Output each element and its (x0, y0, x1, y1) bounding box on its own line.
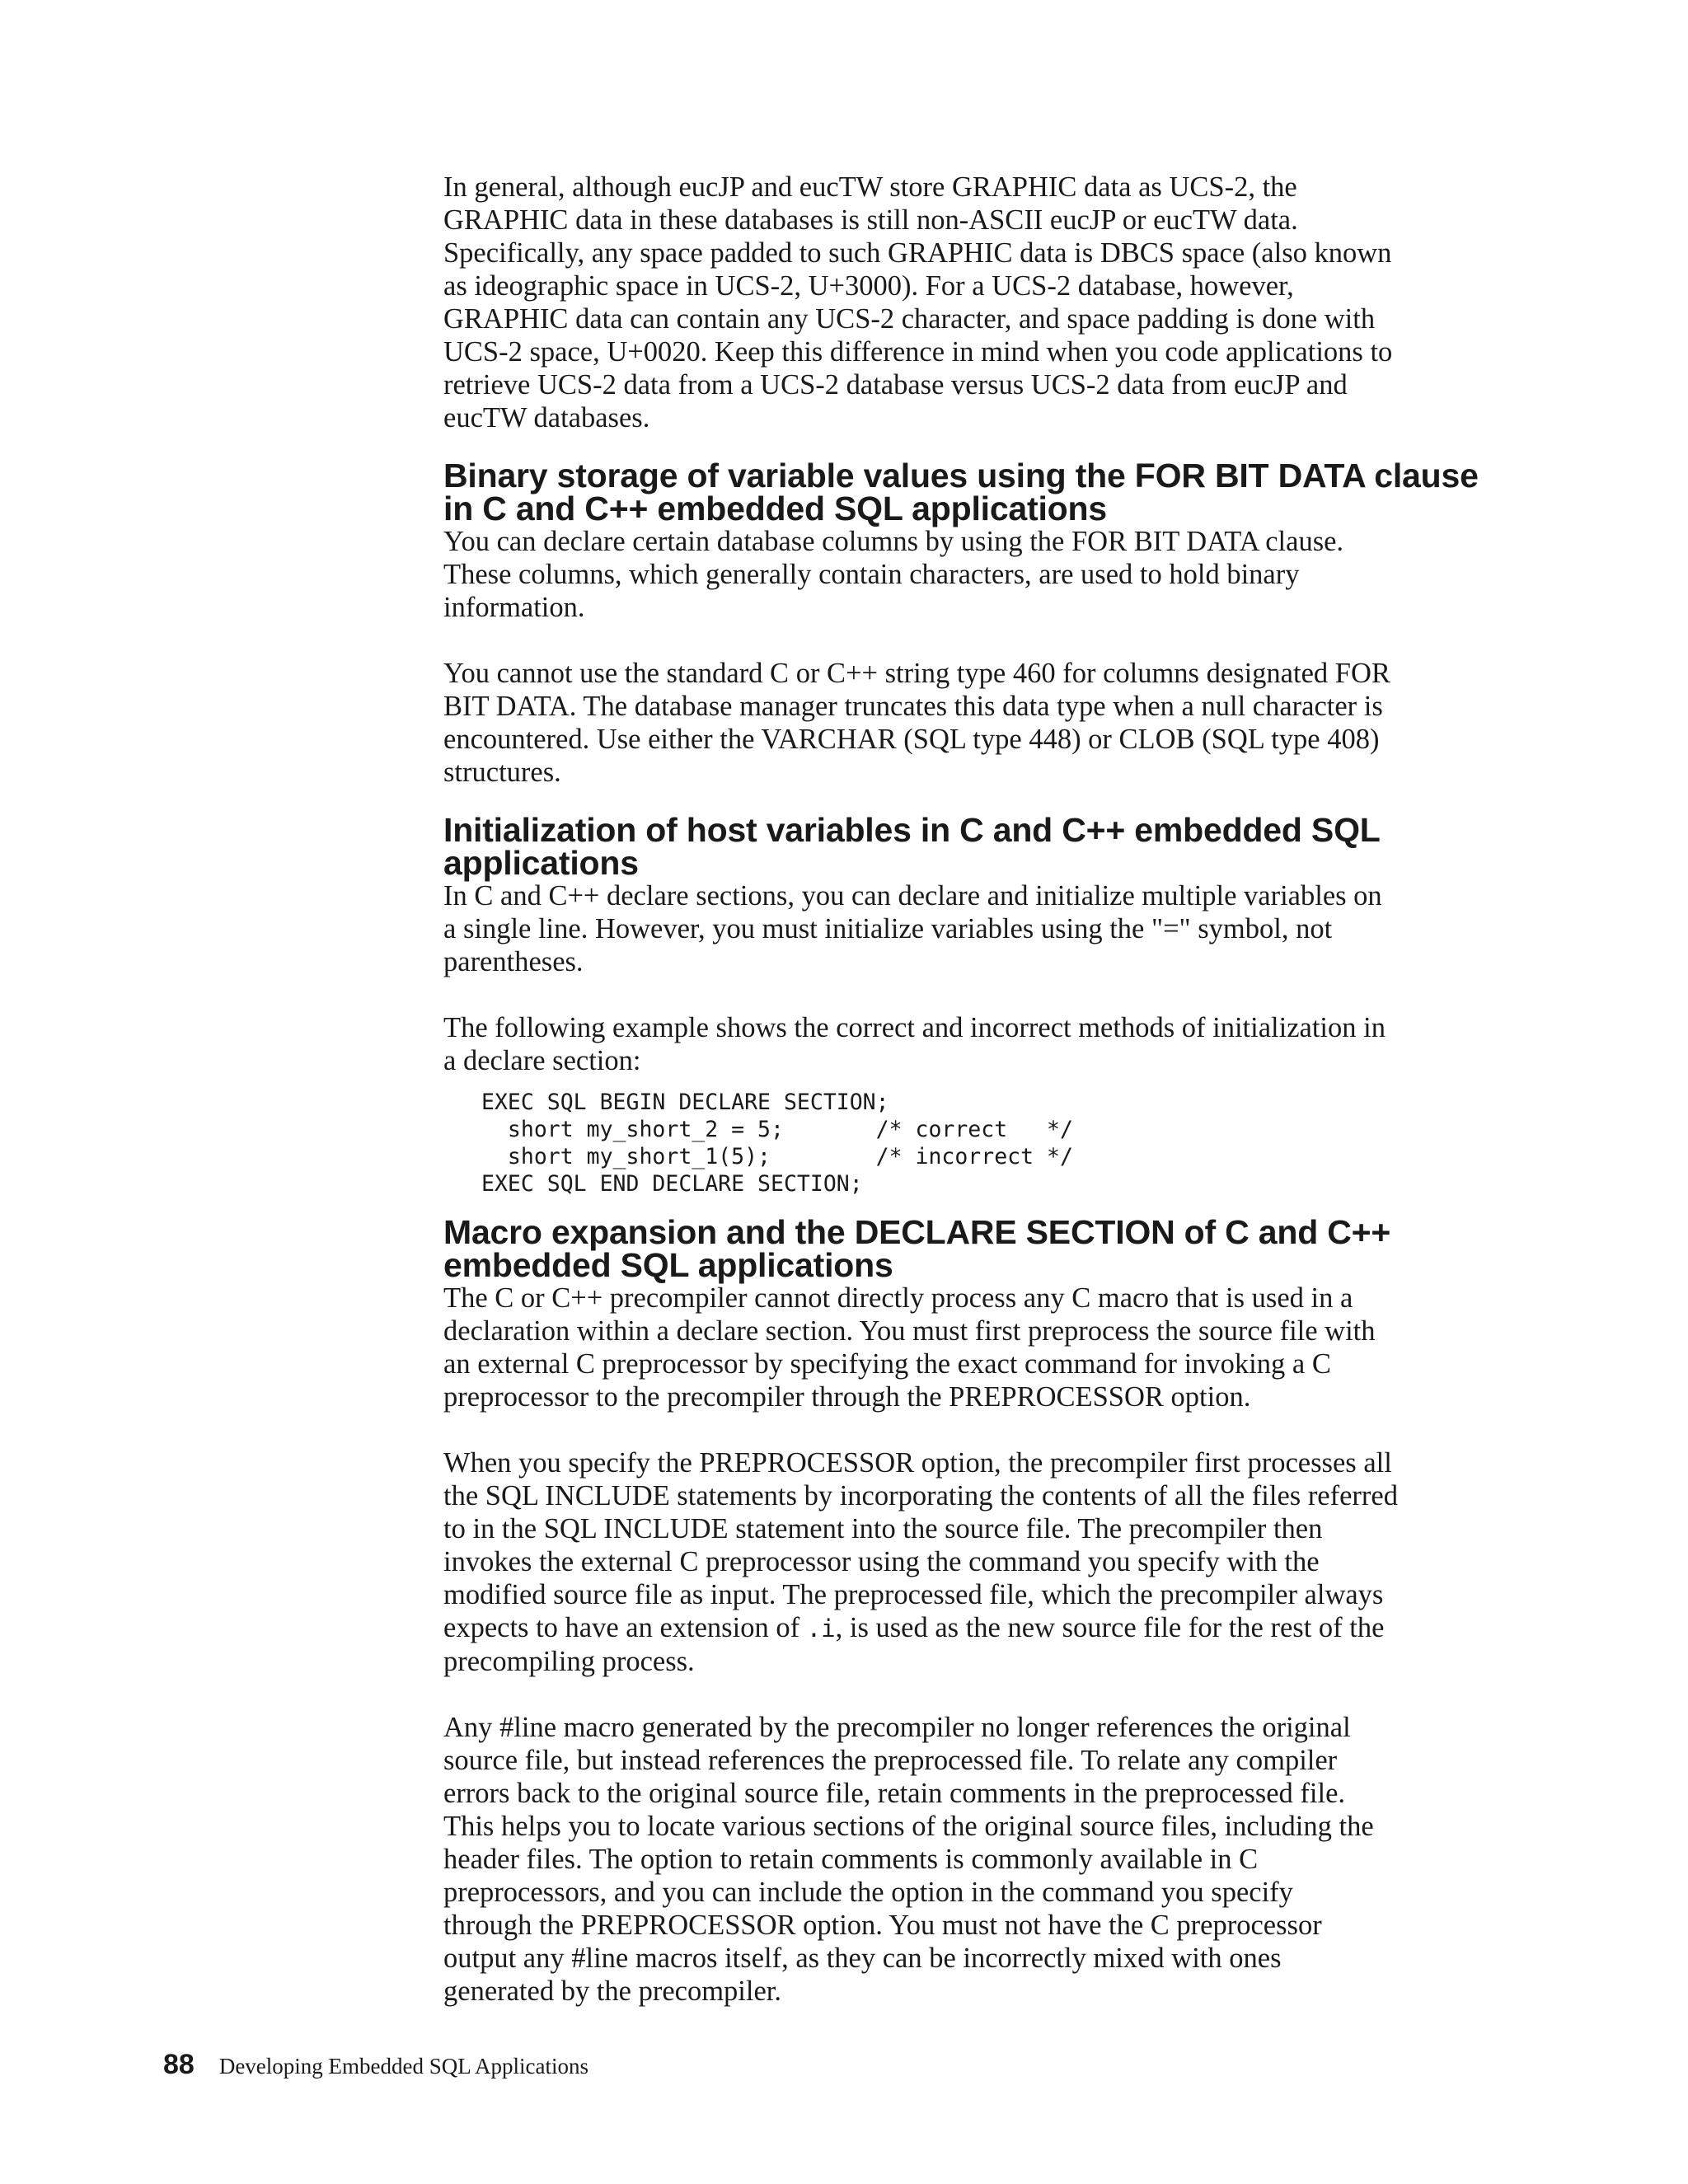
declare-section-code-example: EXEC SQL BEGIN DECLARE SECTION; short my_short_2 = 5; /* correct */ short my_short_1(5); /* incorrect */ EXEC SQL END DECLARE SECTION; (481, 1090, 1073, 1197)
page-footer (163, 2049, 588, 2081)
macro-expansion-paragraph-2 (443, 1446, 1507, 1678)
macro-expansion-paragraph-1: The C or C++ precompiler cannot directly process any C macro that is used in a declaration within a declare section. You must first preprocess the source file with an external C preprocessor by specifying the exact command for invoking a C preprocessor to the precompiler through the PREPROCESSOR option. (443, 1282, 1376, 1413)
binary-storage-paragraph-1: You can declare certain database columns by using the FOR BIT DATA clause. These columns, which generally contain characters, are used to hold binary information. (443, 526, 1344, 623)
binary-storage-paragraph-2: You cannot use the standard C or C++ string type 460 for columns designated FOR BIT DATA. The database manager truncates this data type when a null character is encountered. Use either the VARCHAR (SQL type 448) or CLOB (SQL type 408) structures. (443, 658, 1390, 788)
paragraph-text: , is used as the new source file for the rest of the precompiling process. (443, 1612, 1385, 1677)
section-heading-macro-expansion: Macro expansion and the DECLARE SECTION of C and C++ embedded SQL applications (443, 1213, 1391, 1284)
initialization-paragraph-2: The following example shows the correct and incorrect methods of initialization in a declare section: (443, 1012, 1386, 1076)
initialization-paragraph-1: In C and C++ declare sections, you can declare and initialize multiple variables on a single line. However, you must initialize variables using the "=" symbol, not parentheses. (443, 880, 1382, 977)
page-number: 88 (163, 2049, 195, 2080)
macro-expansion-paragraph-3: Any #line macro generated by the precompiler no longer references the original source file, but instead references the preprocessed file. To relate any compiler errors back to the original source file, retain comments in the preprocessed file. This helps you to locate various sections of the original source files, including the header files. The option to retain comments is commonly available in C preprocessors, and you can include the option in the command you specify through the PREPROCESSOR option. You must not have the C preprocessor output any #line macros itself, as they can be incorrectly mixed with ones generated by the precompiler. (443, 1712, 1374, 2007)
page-content (443, 171, 1507, 2008)
footer-book-title: Developing Embedded SQL Applications (218, 2054, 589, 2079)
section-heading-initialization: Initialization of host variables in C and C++ embedded SQL applications (443, 811, 1381, 882)
spacer (443, 789, 1507, 813)
intro-paragraph: In general, although eucJP and eucTW store GRAPHIC data as UCS-2, the GRAPHIC data in these databases is still non-ASCII eucJP or eucTW data. Specifically, any space padded to such GRAPHIC data is DBCS space (also known as ideographic space in UCS-2, U+3000). For a UCS-2 database, however, GRAPHIC data can contain any UCS-2 character, and space padding is done with UCS-2 space, U+0020. Keep this difference in mind when you code applications to retrieve UCS-2 data from a UCS-2 database versus UCS-2 data from eucJP and eucTW databases. (443, 171, 1393, 434)
section-heading-binary-storage: Binary storage of variable values using the FOR BIT DATA clause in C and C++ embedded SQL applications (443, 457, 1479, 527)
file-extension-code: .i (806, 1615, 836, 1643)
paragraph-text: When you specify the PREPROCESSOR option, the precompiler first processes all the SQL INCLUDE statements by incorporating the contents of all the files referred to in the SQL INCLUDE statement into the source file. The precompiler then invokes the external C preprocessor using the command you specify with the modified source file as input. The preprocessed file, which the precompiler always expects to have an extension of (443, 1447, 1398, 1643)
spacer (443, 434, 1507, 459)
